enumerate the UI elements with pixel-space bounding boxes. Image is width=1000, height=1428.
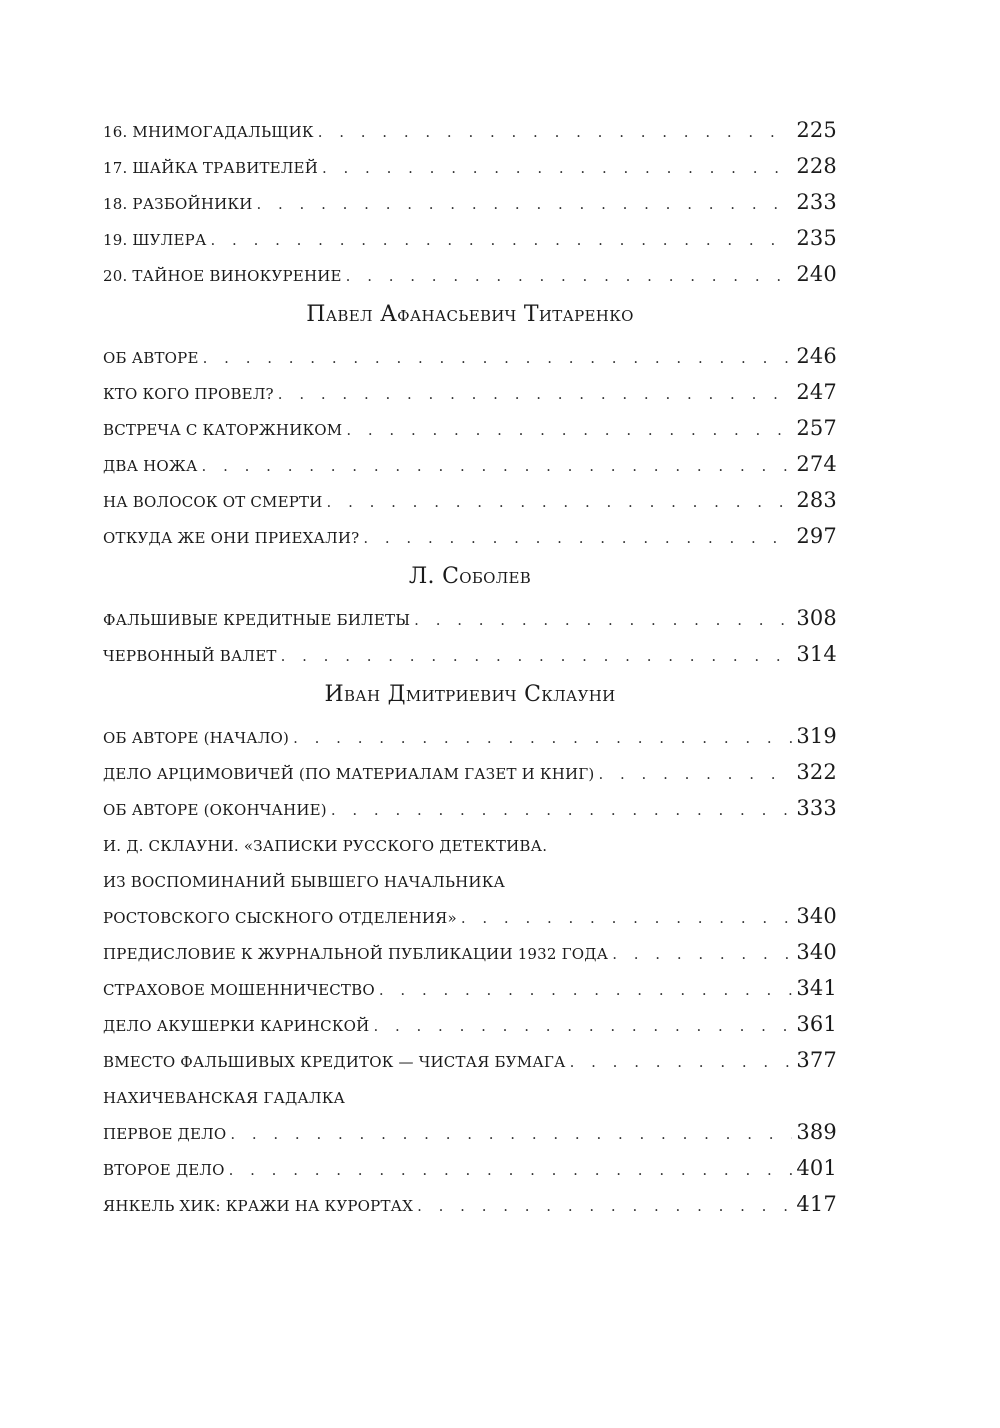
- dot-leader: [346, 410, 792, 446]
- dot-leader: [278, 374, 793, 410]
- toc-entry: [103, 718, 837, 754]
- toc-entry: [103, 934, 837, 970]
- toc-entry: [103, 256, 837, 292]
- dot-leader: [414, 600, 792, 636]
- toc-entry: [103, 374, 837, 410]
- entry-title: Янкель Хик: кражи на курортах: [103, 1192, 414, 1216]
- entry-page: 389: [796, 1120, 837, 1144]
- dot-leader: [256, 184, 792, 220]
- toc-entry-line: [103, 862, 837, 898]
- toc-entry: [103, 410, 837, 446]
- toc-entry: [103, 1150, 837, 1186]
- entry-page: 233: [796, 190, 837, 214]
- dot-leader: [598, 754, 792, 790]
- dot-leader: [363, 518, 792, 554]
- dot-leader: [612, 934, 792, 970]
- dot-leader: [229, 1150, 793, 1186]
- entry-title: Второе дело: [103, 1156, 225, 1180]
- entry-title: Откуда же они приехали?: [103, 524, 360, 548]
- toc-entry: [103, 1006, 837, 1042]
- entry-page: 341: [796, 976, 837, 1000]
- toc-entry: [103, 220, 837, 256]
- entry-page: 246: [796, 344, 837, 368]
- entry-page: 308: [796, 606, 837, 630]
- entry-title: 20. Тайное винокурение: [103, 262, 342, 286]
- toc-entry: [103, 636, 837, 672]
- dot-leader: [379, 970, 792, 1006]
- toc-entry: [103, 600, 837, 636]
- table-of-contents: [103, 112, 837, 1222]
- entry-title: Фальшивые кредитные билеты: [103, 606, 411, 630]
- entry-page: 340: [796, 904, 837, 928]
- dot-leader: [331, 790, 792, 826]
- dot-leader: [203, 338, 793, 374]
- entry-title: 18. Разбойники: [103, 190, 253, 214]
- dot-leader: [211, 220, 793, 256]
- entry-title: Об авторе (окончание): [103, 796, 327, 820]
- toc-entry-line: [103, 826, 837, 862]
- entry-title: 19. Шулера: [103, 226, 207, 250]
- toc-entry: [103, 754, 837, 790]
- toc-entry: [103, 148, 837, 184]
- entry-page: 417: [796, 1192, 837, 1216]
- entry-page: 401: [796, 1156, 837, 1180]
- entry-page: 225: [796, 118, 837, 142]
- dot-leader: [318, 112, 793, 148]
- entry-page: 322: [796, 760, 837, 784]
- dot-leader: [281, 636, 793, 672]
- dot-leader: [293, 718, 792, 754]
- entry-title: На волосок от смерти: [103, 488, 323, 512]
- dot-leader: [202, 446, 793, 482]
- entry-title: И. Д. Склауни. «Записки русского детектива.: [103, 832, 548, 856]
- entry-title: Дело Арцимовичей (по материалам газет и книг): [103, 760, 595, 784]
- entry-page: 314: [796, 642, 837, 666]
- entry-title: Первое дело: [103, 1120, 227, 1144]
- entry-title: Об авторе: [103, 344, 199, 368]
- author-heading: Л. Соболев: [408, 564, 532, 589]
- entry-title: Червонный валет: [103, 642, 277, 666]
- entry-page: 283: [796, 488, 837, 512]
- entry-page: 340: [796, 940, 837, 964]
- entry-title: ростовского сыскного отделения»: [103, 904, 457, 928]
- toc-entry: [103, 518, 837, 554]
- dot-leader: [373, 1006, 792, 1042]
- entry-page: 247: [796, 380, 837, 404]
- toc-entry: [103, 1114, 837, 1150]
- entry-page: 235: [796, 226, 837, 250]
- toc-entry: [103, 112, 837, 148]
- author-heading: Иван Дмитриевич Склауни: [324, 682, 616, 707]
- entry-title: Вместо фальшивых кредиток — чистая бумага: [103, 1048, 566, 1072]
- entry-page: 333: [796, 796, 837, 820]
- toc-entry-line: [103, 1078, 837, 1114]
- toc-entry: [103, 790, 837, 826]
- dot-leader: [417, 1186, 792, 1222]
- entry-title: Предисловие к журнальной публикации 1932 года: [103, 940, 609, 964]
- dot-leader: [346, 256, 793, 292]
- dot-leader: [327, 482, 793, 518]
- entry-title: Об авторе (начало): [103, 724, 290, 748]
- entry-title: Два ножа: [103, 452, 198, 476]
- toc-entry: [103, 446, 837, 482]
- toc-entry: [103, 1186, 837, 1222]
- entry-page: 377: [796, 1048, 837, 1072]
- entry-title: 17. Шайка травителей: [103, 154, 318, 178]
- entry-title: 16. Мнимогадальщик: [103, 118, 314, 142]
- toc-entry: [103, 898, 837, 934]
- entry-page: 274: [796, 452, 837, 476]
- entry-title: Нахичеванская гадалка: [103, 1084, 346, 1108]
- entry-page: 297: [796, 524, 837, 548]
- entry-title: Встреча с каторжником: [103, 416, 343, 440]
- toc-entry: [103, 482, 837, 518]
- dot-leader: [322, 148, 792, 184]
- toc-entry: [103, 184, 837, 220]
- entry-title: Дело акушерки Каринской: [103, 1012, 370, 1036]
- author-heading: Павел Афанасьевич Титаренко: [306, 302, 634, 327]
- entry-title: Страховое мошенничество: [103, 976, 375, 1000]
- toc-entry: [103, 1042, 837, 1078]
- dot-leader: [461, 898, 792, 934]
- dot-leader: [570, 1042, 793, 1078]
- entry-page: 228: [796, 154, 837, 178]
- toc-entry: [103, 338, 837, 374]
- entry-page: 319: [796, 724, 837, 748]
- entry-page: 361: [796, 1012, 837, 1036]
- entry-title: Из воспоминаний бывшего начальника: [103, 868, 506, 892]
- toc-entry: [103, 970, 837, 1006]
- entry-page: 240: [796, 262, 837, 286]
- dot-leader: [230, 1114, 792, 1150]
- entry-title: Кто кого провел?: [103, 380, 274, 404]
- entry-page: 257: [796, 416, 837, 440]
